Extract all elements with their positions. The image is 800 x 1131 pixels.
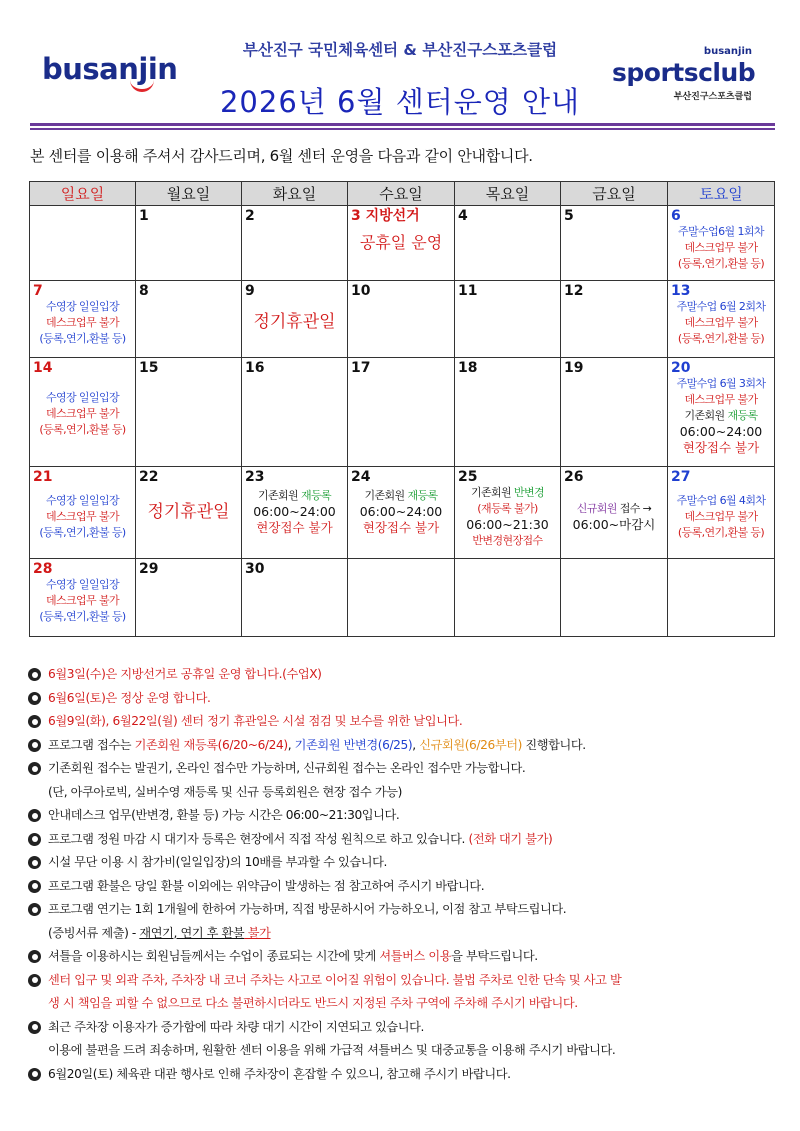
calendar-cell-25: 25 기존회원 반변경 (재등록 불가) 06:00~21:30 반변경현장접수 xyxy=(455,467,561,559)
calendar-cell-10: 10 xyxy=(348,281,455,358)
header-divider xyxy=(30,123,775,126)
bullet-icon xyxy=(28,833,41,846)
calendar-cell-8: 8 xyxy=(136,281,242,358)
calendar-cell-empty xyxy=(455,559,561,637)
bullet-icon xyxy=(28,715,41,728)
header-subtitle: 부산진구 국민체육센터 & 부산진구스포츠클럽 xyxy=(242,41,558,59)
calendar-cell-28: 28 수영장 일일입장 데스크업무 불가 (등록,연기,환불 등) xyxy=(30,559,136,637)
bullet-icon xyxy=(28,880,41,893)
calendar-cell-7: 7 수영장 일일입장 데스크업무 불가 (등록,연기,환불 등) xyxy=(30,281,136,358)
day-header-sat: 토요일 xyxy=(668,182,775,206)
calendar-cell-17: 17 xyxy=(348,358,455,467)
notice-item-continued: 생 시 책임을 피할 수 없으므로 다소 불편하시더라도 반드시 지정된 주차 구역에 주차해 주시기 바랍니다. xyxy=(48,996,578,1010)
notice-item: 최근 주차장 이용자가 증가함에 따라 차량 대기 시간이 지연되고 있습니다. xyxy=(28,1016,788,1040)
bullet-icon xyxy=(28,1021,41,1034)
bullet-icon xyxy=(28,762,41,775)
notice-item: 프로그램 정원 마감 시 대기자 등록은 현장에서 직접 작성 원칙으로 하고 있습니다. (전화 대기 불가) xyxy=(28,828,788,852)
sportsclub-logo: busanjin sportsclub 부산진구스포츠클럽 xyxy=(612,46,756,102)
calendar-cell-21: 21 수영장 일일입장 데스크업무 불가 (등록,연기,환불 등) xyxy=(30,467,136,559)
page-title: 2026년 6월 센터운영 안내 xyxy=(219,85,581,119)
notice-item: 시설 무단 이용 시 참가비(일일입장)의 10배를 부과할 수 있습니다. xyxy=(28,851,788,875)
calendar-cell-29: 29 xyxy=(136,559,242,637)
day-header-thu: 목요일 xyxy=(455,182,561,206)
bullet-icon xyxy=(28,739,41,752)
bullet-icon xyxy=(28,1068,41,1081)
day-header-sun: 일요일 xyxy=(30,182,136,206)
holiday-note: 공휴일 운영 xyxy=(359,233,443,252)
closed-day-note: 정기휴관일 xyxy=(147,502,230,522)
notice-item: 6월9일(화), 6월22일(월) 센터 정기 휴관일은 시설 점검 및 보수를 위한 날입니다. xyxy=(28,710,788,734)
calendar-cell-24: 24 기존회원 재등록 06:00~24:00 현장접수 불가 xyxy=(348,467,455,559)
calendar-cell-26: 26 신규회원 접수 → 06:00~마감시 xyxy=(561,467,668,559)
calendar-cell-empty xyxy=(348,559,455,637)
header-divider-thin xyxy=(30,128,775,130)
notice-item: 6월20일(토) 체육관 대관 행사로 인해 주차장이 혼잡할 수 있으니, 참고해 주시기 바랍니다. xyxy=(28,1063,788,1087)
calendar-cell-19: 19 xyxy=(561,358,668,467)
bullet-icon xyxy=(28,950,41,963)
notice-item-continued: (증빙서류 제출) - 재연기, 연기 후 환불 불가 xyxy=(48,925,271,940)
intro-text: 본 센터를 이용해 주셔서 감사드리며, 6월 센터 운영을 다음과 같이 안내합니다. xyxy=(30,147,533,165)
calendar-cell-20: 20 주말수업 6월 3회차 데스크업무 불가 기존회원 재등록 06:00~24:00 현장접수 불가 xyxy=(668,358,775,467)
closed-day-note: 정기휴관일 xyxy=(253,312,336,332)
day-header-tue: 화요일 xyxy=(242,182,348,206)
calendar-week-5 xyxy=(30,559,775,637)
notice-list xyxy=(28,663,788,1086)
notice-item: 센터 입구 및 외곽 주차, 주차장 내 코너 주차는 사고로 이어질 위험이 있습니다. 불법 주차로 인한 단속 및 사고 발 xyxy=(28,969,788,993)
notice-item: 기존회원 접수는 발권기, 온라인 접수만 가능하며, 신규회원 접수는 온라인 접수만 가능합니다. xyxy=(28,757,788,781)
calendar-cell-22: 22 정기휴관일 xyxy=(136,467,242,559)
calendar-cell-18: 18 xyxy=(455,358,561,467)
calendar-cell-27: 27 주말수업 6월 4회차 데스크업무 불가 (등록,연기,환불 등) xyxy=(668,467,775,559)
bullet-icon xyxy=(28,809,41,822)
calendar-cell-empty xyxy=(668,559,775,637)
calendar-week-1 xyxy=(30,206,775,281)
calendar-week-3 xyxy=(30,358,775,467)
notice-item: 프로그램 접수는 기존회원 재등록(6/20~6/24), 기존회원 반변경(6/25), 신규회원(6/26부터) 진행합니다. xyxy=(28,734,788,758)
notice-item: 셔틀을 이용하시는 회원님들께서는 수업이 종료되는 시간에 맞게 셔틀버스 이용을 부탁드립니다. xyxy=(28,945,788,969)
day-header-fri: 금요일 xyxy=(561,182,668,206)
calendar-cell-13: 13 주말수업 6월 2회차 데스크업무 불가 (등록,연기,환불 등) xyxy=(668,281,775,358)
notice-item-continued: 이용에 불편을 드려 죄송하며, 원활한 센터 이용을 위해 가급적 셔틀버스 및 대중교통을 이용해 주시기 바랍니다. xyxy=(48,1043,616,1057)
calendar-week-2 xyxy=(30,281,775,358)
calendar-cell-16: 16 xyxy=(242,358,348,467)
calendar-cell-23: 23 기존회원 재등록 06:00~24:00 현장접수 불가 xyxy=(242,467,348,559)
calendar-cell-11: 11 xyxy=(455,281,561,358)
calendar-cell-6: 6 주말수업6월 1회차 데스크업무 불가 (등록,연기,환불 등) xyxy=(668,206,775,281)
calendar-cell-15: 15 xyxy=(136,358,242,467)
calendar-cell-1: 1 xyxy=(136,206,242,281)
calendar-cell-2: 2 xyxy=(242,206,348,281)
bullet-icon xyxy=(28,903,41,916)
notice-item: 6월3일(수)은 지방선거로 공휴일 운영 합니다.(수업X) xyxy=(28,663,788,687)
calendar-table xyxy=(29,181,775,637)
calendar-cell-3: 3 지방선거 공휴일 운영 xyxy=(348,206,455,281)
notice-item: 안내데스크 업무(반변경, 환불 등) 가능 시간은 06:00~21:30입니다. xyxy=(28,804,788,828)
calendar-header-row xyxy=(30,182,775,206)
header xyxy=(0,0,800,136)
calendar-week-4 xyxy=(30,467,775,559)
notice-item: 프로그램 환불은 당일 환불 이외에는 위약금이 발생하는 점 참고하여 주시기 바랍니다. xyxy=(28,875,788,899)
bullet-icon xyxy=(28,974,41,987)
calendar-cell-empty xyxy=(561,559,668,637)
calendar-cell-empty xyxy=(30,206,136,281)
notice-item: 6월6일(토)은 정상 운영 합니다. xyxy=(28,687,788,711)
bullet-icon xyxy=(28,668,41,681)
calendar-cell-4: 4 xyxy=(455,206,561,281)
day-header-mon: 월요일 xyxy=(136,182,242,206)
calendar-cell-14: 14 수영장 일일입장 데스크업무 불가 (등록,연기,환불 등) xyxy=(30,358,136,467)
notice-item-continued: (단, 아쿠아로빅, 실버수영 재등록 및 신규 등록회원은 현장 접수 가능) xyxy=(48,784,402,799)
day-header-wed: 수요일 xyxy=(348,182,455,206)
calendar-cell-9: 9 정기휴관일 xyxy=(242,281,348,358)
busanjin-logo: busanjin xyxy=(42,52,172,100)
calendar-cell-30: 30 xyxy=(242,559,348,637)
bullet-icon xyxy=(28,856,41,869)
calendar-cell-5: 5 xyxy=(561,206,668,281)
bullet-icon xyxy=(28,692,41,705)
notice-item: 프로그램 연기는 1회 1개월에 한하여 가능하며, 직접 방문하시어 가능하오니, 이점 참고 부탁드립니다. xyxy=(28,898,788,922)
calendar-cell-12: 12 xyxy=(561,281,668,358)
